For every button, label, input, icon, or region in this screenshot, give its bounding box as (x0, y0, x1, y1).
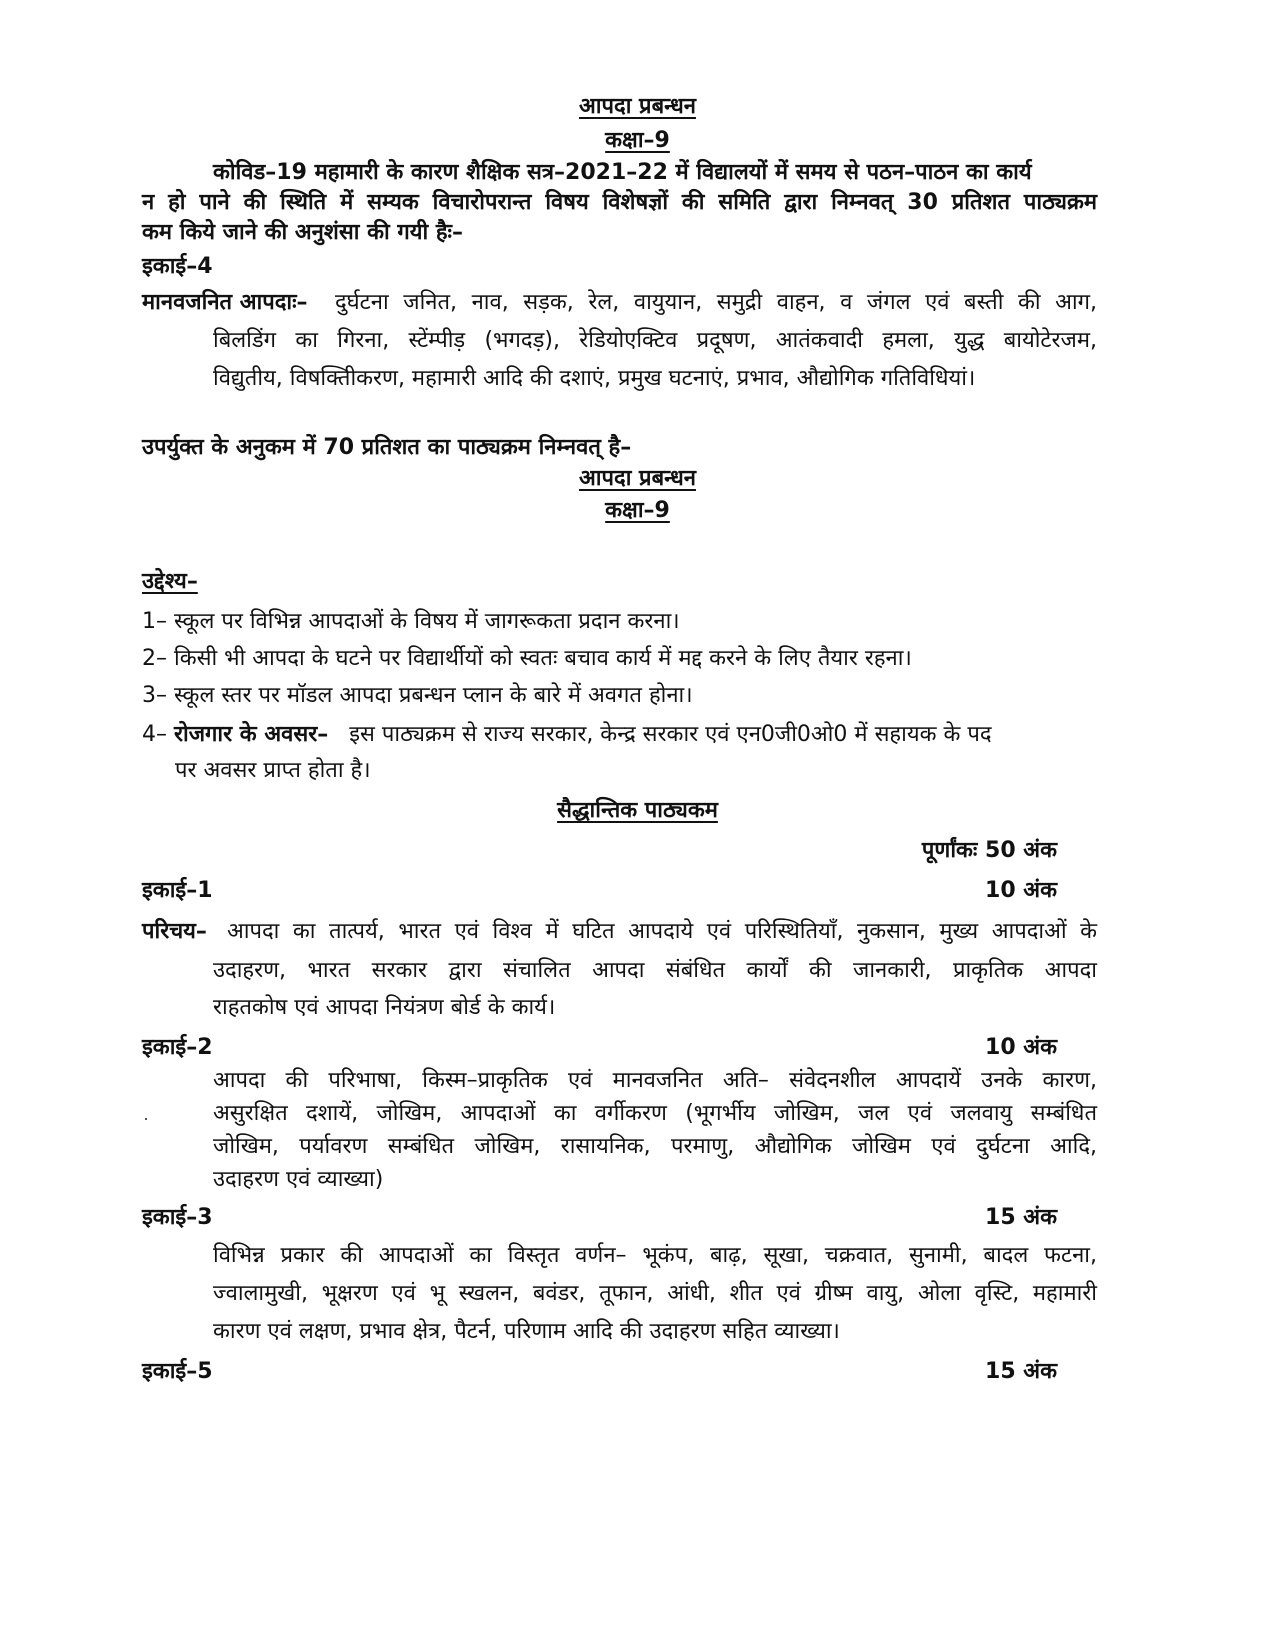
reduced-unit-title: इकाई–4 (142, 254, 213, 279)
total-marks: पूर्णांकः 50 अंक (921, 838, 1057, 863)
objective-item-4 (142, 720, 992, 750)
unit-1-line-2: उदाहरण, भारत सरकार द्वारा संचालित आपदा संबंधित कार्यों की जानकारी, प्राकृतिक आपदा (213, 958, 1097, 983)
objective-item-3: 3– स्कूल स्तर पर मॉडल आपदा प्रबन्धन प्लान के बारे में अवगत होना। (142, 683, 693, 708)
reduced-line-1: दुर्घटना जनित, नाव, सड़क, रेल, वायुयान, समुद्री वाहन, व जंगल एवं बस्ती की आग, (335, 290, 1097, 315)
unit-1-line-3: राहतकोष एवं आपदा नियंत्रण बोर्ड के कार्य। (213, 995, 556, 1020)
unit-3-line-1: विभिन्न प्रकार की आपदाओं का विस्तृत वर्णन– भूकंप, बाढ़, सूखा, चक्रवात, सुनामी, बादल फटना, (213, 1243, 1097, 1268)
objective-item-4-label: रोजगार के अवसर– (174, 722, 329, 747)
unit-1-marks: 10 अंक (985, 878, 1057, 903)
unit-1-label: परिचय– (142, 919, 207, 944)
continuation-class: कक्षा–9 (605, 498, 670, 523)
unit-2-line-4: उदाहरण एवं व्याख्या) (213, 1167, 384, 1192)
theory-heading: सैद्धान्तिक पाठ्यकम (557, 798, 718, 823)
unit-1-title: इकाई–1 (142, 878, 213, 903)
unit-2-line-3: जोखिम, पर्यावरण सम्बंधित जोखिम, रासायनिक, परमाणु, औद्योगिक जोखिम एवं दुर्घटना आदि, (213, 1134, 1097, 1159)
reduced-line-2: बिलडिंग का गिरना, स्टेंम्पीड़ (भगदड़), रेडियोएक्टिव प्रदूषण, आतंकवादी हमला, युद्ध बायोटेरजम, (213, 328, 1097, 353)
continuation-title: आपदा प्रबन्धन (579, 466, 696, 491)
unit-3-line-3: कारण एवं लक्षण, प्रभाव क्षेत्र, पैटर्न, परिणाम आदि की उदाहरण सहित व्याख्या। (213, 1319, 840, 1344)
unit-5-title: इकाई–5 (142, 1359, 213, 1384)
unit-2-line-1: आपदा की परिभाषा, किस्म–प्राकृतिक एवं मानवजनित अति– संवेदनशील आपदायें उनके कारण, (213, 1068, 1097, 1093)
notice-line-2: न हो पाने की स्थिति में सम्यक विचारोपरान्त विषय विशेषज्ञों की समिति द्वारा निम्नवत् 30 प्रतिशत पाठ्यक्रम (142, 190, 1097, 215)
objective-item-1: 1– स्कूल पर विभिन्न आपदाओं के विषय में जागरूकता प्रदान करना। (142, 609, 680, 634)
notice-line-1: कोविड–19 महामारी के कारण शैक्षिक सत्र–2021–22 में विद्यालयों में समय से पठन–पाठन का कार्य (213, 160, 1032, 185)
stray-dot (145, 1118, 147, 1120)
objective-item-4-continuation: पर अवसर प्राप्त होता है। (175, 758, 371, 783)
document-title: आपदा प्रबन्धन (579, 94, 696, 119)
unit-2-marks: 10 अंक (985, 1035, 1057, 1060)
unit-2-line-2: असुरक्षित दशायें, जोखिम, आपदाओं का वर्गीकरण (भूगर्भीय जोखिम, जल एवं जलवायु सम्बंधित (213, 1101, 1097, 1126)
unit-1-line-1: आपदा का तात्पर्य, भारत एवं विश्व में घटित आपदाये एवं परिस्थितियाँ, नुकसान, मुख्य आपदाओं के (227, 919, 1097, 944)
objective-item-4-number: 4– (142, 722, 167, 747)
unit-3-line-2: ज्वालामुखी, भूक्षरण एवं भू स्खलन, बवंडर, तूफान, आंधी, शीत एवं ग्रीष्म वायु, ओला वृस्टि, महामारी (213, 1281, 1097, 1306)
reduced-unit-label: मानवजनित आपदाः– (142, 290, 308, 315)
unit-3-marks: 15 अंक (985, 1205, 1057, 1230)
notice-line-3: कम किये जाने की अनुशंसा की गयी हैः– (142, 220, 463, 245)
reduced-line-3: विद्युतीय, विषक्तिीकरण, महामारी आदि की दशाएं, प्रमुख घटनाएं, प्रभाव, औद्योगिक गतिविधियां। (213, 366, 976, 391)
objective-item-4-text: इस पाठ्यक्रम से राज्य सरकार, केन्द्र सरकार एवं एन0जी0ओ0 में सहायक के पद (349, 722, 992, 747)
class-label: कक्षा–9 (605, 128, 670, 153)
objectives-heading: उद्देश्य– (142, 569, 198, 594)
objective-item-2: 2– किसी भी आपदा के घटने पर विद्यार्थीयों को स्वतः बचाव कार्य में मद्द करने के लिए तैयार रहना। (142, 646, 912, 671)
unit-5-marks: 15 अंक (985, 1359, 1057, 1384)
unit-2-title: इकाई–2 (142, 1035, 213, 1060)
continuation-line: उपर्युक्त के अनुकम में 70 प्रतिशत का पाठ्यक्रम निम्नवत् है– (142, 435, 632, 460)
unit-3-title: इकाई–3 (142, 1205, 213, 1230)
